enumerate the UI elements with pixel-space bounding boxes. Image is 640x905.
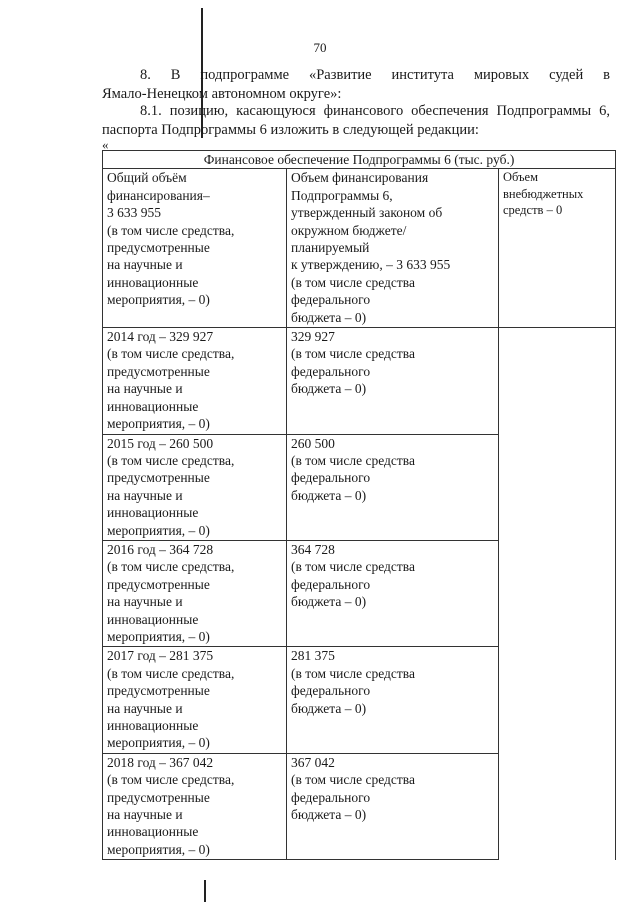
cell-line: окружном бюджете/ bbox=[291, 222, 407, 238]
cell-line: федерального bbox=[291, 789, 371, 805]
cell-line: 281 375 bbox=[291, 648, 335, 664]
cell-line: федерального bbox=[291, 683, 371, 699]
cell-line: предусмотренные bbox=[107, 363, 210, 379]
cell-line: Общий объём bbox=[107, 170, 187, 186]
cell-line: 2014 год – 329 927 bbox=[107, 329, 214, 345]
year-extrabudgetary-cell bbox=[499, 434, 616, 540]
cell-line: Подпрограммы 6, bbox=[291, 187, 393, 203]
cell-line: (в том числе средства, bbox=[107, 222, 235, 238]
cell-line: федерального bbox=[291, 576, 371, 592]
cell-line: мероприятия, – 0) bbox=[107, 292, 210, 308]
cell-line: (в том числе средства, bbox=[107, 452, 235, 468]
year-total-cell bbox=[103, 328, 287, 434]
cell-line: 2015 год – 260 500 bbox=[107, 435, 214, 451]
year-budget-cell bbox=[287, 540, 499, 646]
cell-line: бюджета – 0) bbox=[291, 381, 367, 397]
cell-line: предусмотренные bbox=[107, 789, 210, 805]
cell-line: бюджета – 0) bbox=[291, 487, 367, 503]
paragraph-8-line-1: 8. В подпрограмме «Развитие института мировых судей в bbox=[140, 67, 610, 83]
cell-line: федерального bbox=[291, 292, 371, 308]
cell-line: мероприятия, – 0) bbox=[107, 416, 210, 432]
year-total-cell bbox=[103, 434, 287, 540]
cell-line: на научные и bbox=[107, 487, 183, 503]
paragraph-8-1-line-2: паспорта Подпрограммы 6 изложить в следующей редакции: bbox=[102, 122, 479, 138]
cell-line: внебюджетных bbox=[503, 186, 584, 201]
subprogram-financing-cell bbox=[287, 169, 499, 328]
cell-line: (в том числе средства, bbox=[107, 665, 235, 681]
cell-line: средств – 0 bbox=[503, 203, 563, 218]
year-row bbox=[103, 540, 616, 646]
cell-line: Объем финансирования bbox=[291, 170, 429, 186]
cell-line: предусмотренные bbox=[107, 240, 210, 256]
cell-line: (в том числе средства bbox=[291, 346, 415, 362]
year-extrabudgetary-cell bbox=[499, 328, 616, 434]
cell-line: федерального bbox=[291, 470, 371, 486]
cell-line: финансирования– bbox=[107, 187, 210, 203]
cell-line: инновационные bbox=[107, 611, 199, 627]
cell-line: 2017 год – 281 375 bbox=[107, 648, 214, 664]
cell-line: бюджета – 0) bbox=[291, 594, 367, 610]
year-extrabudgetary-cell bbox=[499, 647, 616, 753]
year-row bbox=[103, 753, 616, 859]
cell-line: 2016 год – 364 728 bbox=[107, 541, 214, 557]
cell-line: 3 633 955 bbox=[107, 205, 161, 221]
year-row bbox=[103, 328, 616, 434]
cell-line: предусмотренные bbox=[107, 576, 210, 592]
cell-line: 367 042 bbox=[291, 754, 335, 770]
cell-line: мероприятия, – 0) bbox=[107, 735, 210, 751]
cell-line: на научные и bbox=[107, 594, 183, 610]
year-budget-cell bbox=[287, 328, 499, 434]
cell-line: мероприятия, – 0) bbox=[107, 841, 210, 857]
cell-line: бюджета – 0) bbox=[291, 700, 367, 716]
cell-line: на научные и bbox=[107, 807, 183, 823]
cell-line: на научные и bbox=[107, 381, 183, 397]
year-rows bbox=[103, 328, 616, 860]
cell-line: (в том числе средства, bbox=[107, 346, 235, 362]
cell-line: мероприятия, – 0) bbox=[107, 522, 210, 538]
cell-line: предусмотренные bbox=[107, 470, 210, 486]
cell-line: инновационные bbox=[107, 398, 199, 414]
financing-table bbox=[102, 150, 616, 860]
cell-line: 2018 год – 367 042 bbox=[107, 754, 214, 770]
cell-line: мероприятия, – 0) bbox=[107, 628, 210, 644]
cell-line: федерального bbox=[291, 363, 371, 379]
cell-line: на научные и bbox=[107, 257, 183, 273]
cell-line: планируемый bbox=[291, 240, 370, 256]
scan-artifact-line-bottom bbox=[204, 880, 206, 902]
year-budget-cell bbox=[287, 434, 499, 540]
year-budget-cell bbox=[287, 647, 499, 753]
cell-line: (в том числе средства bbox=[291, 452, 415, 468]
year-total-cell bbox=[103, 540, 287, 646]
cell-line: инновационные bbox=[107, 505, 199, 521]
cell-line: утвержденный законом об bbox=[291, 205, 443, 221]
cell-line: (в том числе средства bbox=[291, 665, 415, 681]
total-financing-cell bbox=[103, 169, 287, 328]
subprogram-financing-lines bbox=[291, 169, 494, 326]
total-financing-lines bbox=[107, 169, 282, 308]
cell-line: Объем bbox=[503, 170, 538, 185]
cell-line: (в том числе средства bbox=[291, 772, 415, 788]
cell-line: к утверждению, – 3 633 955 bbox=[291, 257, 451, 273]
table-header-row bbox=[103, 169, 616, 328]
year-total-cell bbox=[103, 647, 287, 753]
cell-line: (в том числе средства, bbox=[107, 772, 235, 788]
cell-line: (в том числе средства bbox=[291, 274, 415, 290]
paragraph-8-1-line-1: 8.1. позицию, касающуюся финансового обеспечения Подпрограммы 6, bbox=[140, 103, 610, 119]
extrabudgetary-lines bbox=[503, 169, 611, 219]
cell-line: бюджета – 0) bbox=[291, 309, 367, 325]
extrabudgetary-cell bbox=[499, 169, 616, 328]
year-budget-cell bbox=[287, 753, 499, 859]
cell-line: 329 927 bbox=[291, 329, 335, 345]
cell-line: (в том числе средства, bbox=[107, 559, 235, 575]
cell-line: инновационные bbox=[107, 718, 199, 733]
cell-line: на научные и bbox=[107, 700, 183, 716]
year-extrabudgetary-cell bbox=[499, 540, 616, 646]
cell-line: 364 728 bbox=[291, 541, 335, 557]
year-extrabudgetary-cell bbox=[499, 753, 616, 859]
cell-line: предусмотренные bbox=[107, 683, 210, 699]
cell-line: инновационные bbox=[107, 824, 199, 840]
page-number: 70 bbox=[313, 40, 327, 55]
paragraph-8-line-2: Ямало-Ненецком автономном округе»: bbox=[102, 86, 342, 102]
cell-line: бюджета – 0) bbox=[291, 807, 367, 823]
year-total-cell bbox=[103, 753, 287, 859]
year-row bbox=[103, 647, 616, 753]
table-title: Финансовое обеспечение Подпрограммы 6 (тыс. руб.) bbox=[103, 151, 616, 169]
cell-line: инновационные bbox=[107, 274, 199, 290]
cell-line: (в том числе средства bbox=[291, 559, 415, 575]
opening-quote-mark: « bbox=[102, 137, 109, 152]
cell-line: 260 500 bbox=[291, 435, 335, 451]
year-row bbox=[103, 434, 616, 540]
